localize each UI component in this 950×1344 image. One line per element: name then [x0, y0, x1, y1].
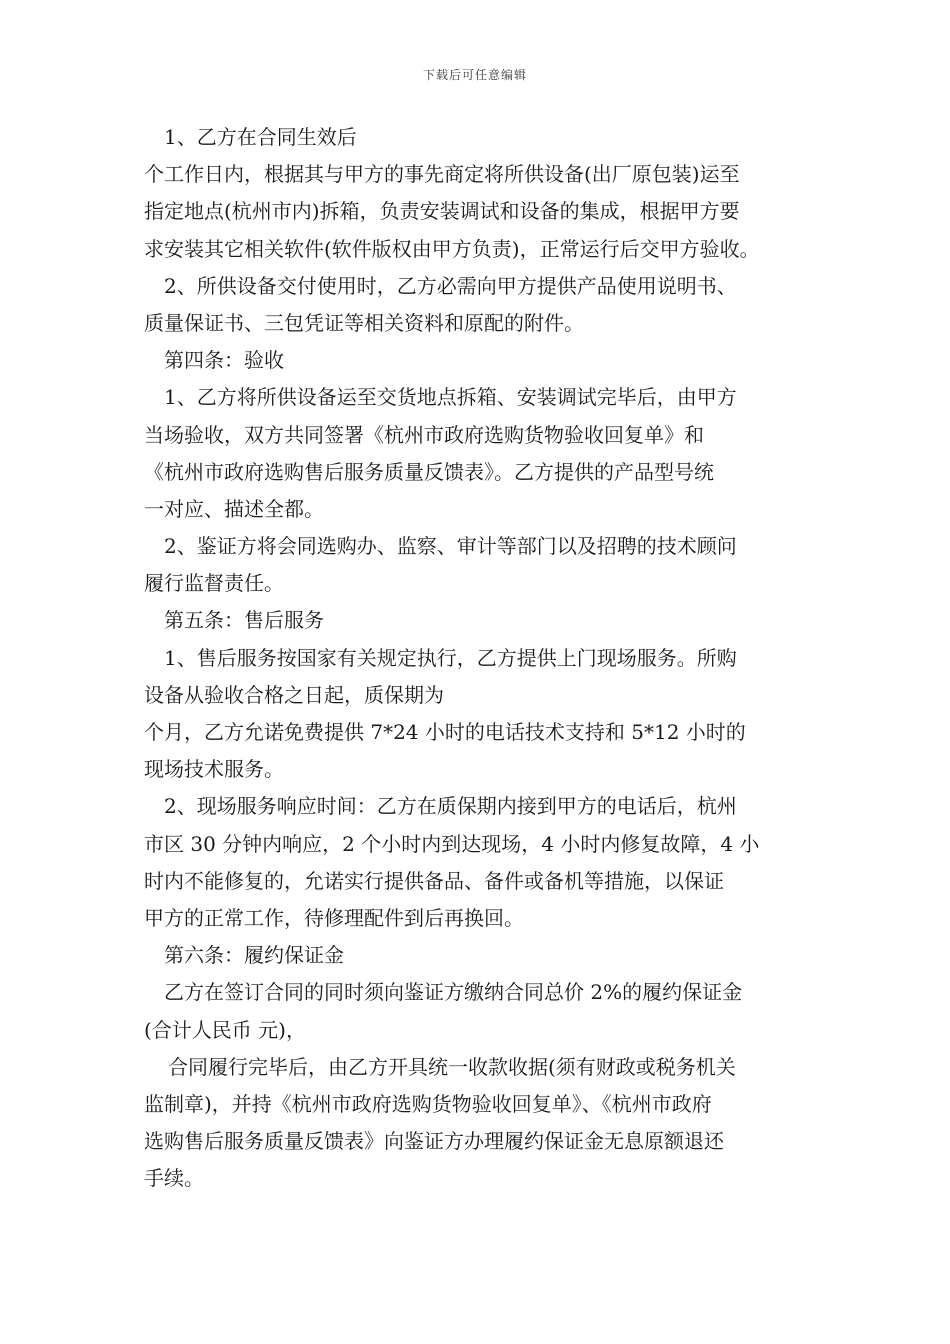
paragraph-line: 2、现场服务响应时间：乙方在质保期内接到甲方的电话后，杭州	[164, 794, 737, 819]
section-heading: 第四条：验收	[164, 348, 284, 373]
paragraph-line: 个工作日内，根据其与甲方的事先商定将所供设备(出厂原包装)运至	[144, 162, 740, 187]
paragraph-line: 求安装其它相关软件(软件版权由甲方负责)，正常运行后交甲方验收。	[144, 236, 760, 261]
paragraph-line: 合同履行完毕后，由乙方开具统一收款收据(须有财政或税务机关	[168, 1054, 736, 1079]
paragraph-line: 2、鉴证方将会同选购办、监察、审计等部门以及招聘的技术顾问	[164, 534, 737, 559]
paragraph-line: 选购售后服务质量反馈表》向鉴证方办理履约保证金无息原额退还	[144, 1129, 724, 1154]
section-heading: 第五条：售后服务	[164, 608, 324, 633]
paragraph-line: 一对应、描述全都。	[144, 496, 324, 521]
paragraph-line: 1、乙方将所供设备运至交货地点拆箱、安装调试完毕后，由甲方	[164, 385, 737, 410]
page-header: 下载后可任意编辑	[422, 68, 527, 82]
paragraph-line: 个月，乙方允诺免费提供 7*24 小时的电话技术支持和 5*12 小时的	[144, 720, 746, 744]
paragraph-line: 履行监督责任。	[144, 571, 284, 596]
section-heading: 第六条：履约保证金	[164, 943, 344, 968]
paragraph-line: 乙方在签订合同的同时须向鉴证方缴纳合同总价 2%的履约保证金	[164, 980, 743, 1005]
paragraph-line: 质量保证书、三包凭证等相关资料和原配的附件。	[144, 310, 584, 335]
paragraph-line: 当场验收，双方共同签署《杭州市政府选购货物验收回复单》和	[144, 422, 704, 447]
paragraph-line: 时内不能修复的，允诺实行提供备品、备件或备机等措施，以保证	[144, 868, 724, 893]
paragraph-line: 设备从验收合格之日起，质保期为	[144, 682, 444, 707]
paragraph-line: 手续。	[144, 1166, 204, 1191]
paragraph-line: 《杭州市政府选购售后服务质量反馈表》。乙方提供的产品型号统	[144, 459, 714, 484]
paragraph-line: 现场技术服务。	[144, 757, 284, 782]
document-body	[144, 119, 824, 1197]
paragraph-line: (合计人民币 元)，	[144, 1017, 306, 1042]
paragraph-line: 1、售后服务按国家有关规定执行，乙方提供上门现场服务。所购	[164, 645, 737, 670]
paragraph-line: 1、乙方在合同生效后	[164, 125, 357, 149]
paragraph-line: 指定地点(杭州市内)拆箱，负责安装调试和设备的集成，根据甲方要	[144, 199, 740, 224]
paragraph-line: 甲方的正常工作，待修理配件到后再换回。	[144, 905, 524, 930]
paragraph-line: 监制章)，并持《杭州市政府选购货物验收回复单》、《杭州市政府	[144, 1091, 712, 1116]
paragraph-line: 2、所供设备交付使用时，乙方必需向甲方提供产品使用说明书、	[164, 273, 737, 298]
paragraph-line: 市区 30 分钟内响应，2 个小时内到达现场，4 小时内修复故障，4 小	[144, 831, 760, 856]
